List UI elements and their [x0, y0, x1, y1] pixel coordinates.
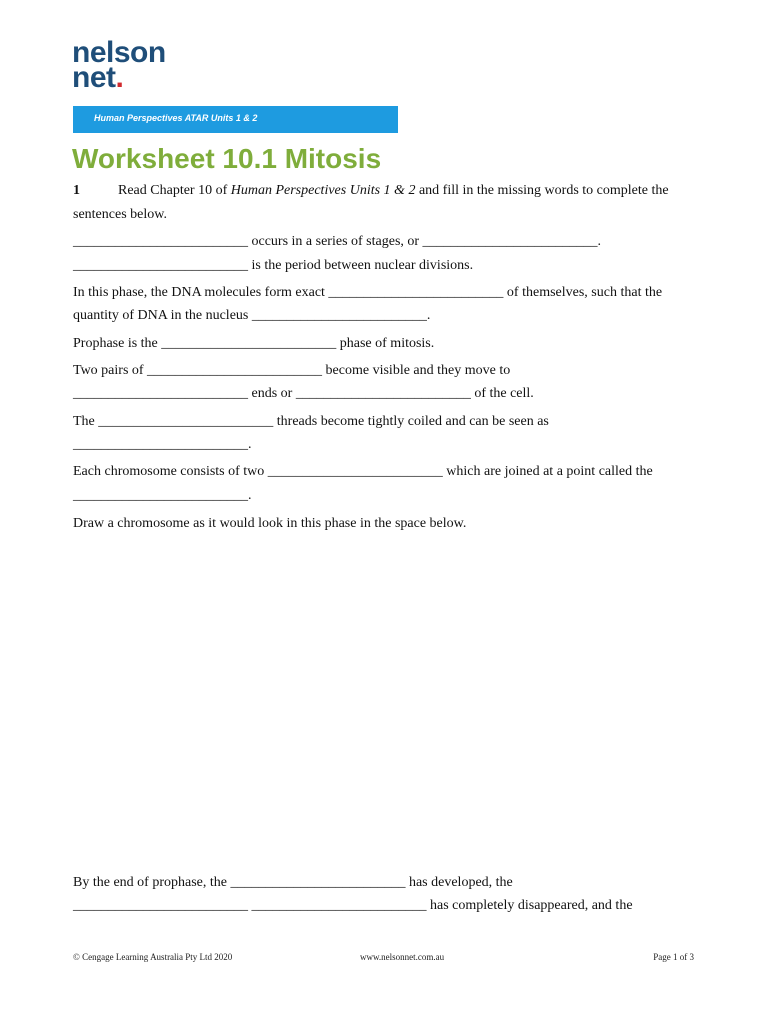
- question-text-b: and fill in the missing words to complete the: [415, 183, 669, 198]
- blank-line-3: In this phase, the DNA molecules form exact _________________________ of themselves, such that the: [73, 285, 663, 300]
- footer-website[interactable]: www.nelsonnet.com.au: [360, 952, 445, 962]
- question-number: 1: [73, 183, 80, 198]
- course-banner: [73, 106, 398, 133]
- blank-line-1: _________________________ occurs in a series of stages, or _________________________.: [73, 234, 602, 249]
- book-title: Human Perspectives Units 1 & 2: [230, 183, 416, 198]
- footer-page-number: Page 1 of 3: [653, 952, 694, 962]
- question-text-a: Read Chapter 10 of: [118, 183, 231, 198]
- blank-line-4: quantity of DNA in the nucleus _________________________.: [73, 308, 431, 323]
- page-title: Worksheet 10.1 Mitosis: [72, 143, 382, 174]
- blank-line-9: _________________________.: [73, 437, 252, 452]
- blank-line-11: _________________________.: [73, 488, 252, 503]
- blank-line-6: Two pairs of _________________________ become visible and they move to: [73, 363, 511, 378]
- blank-line-8: The _________________________ threads become tightly coiled and can be seen as: [73, 414, 549, 429]
- blank-line-14: _________________________ _________________________ has completely disappeared, and the: [73, 898, 633, 913]
- footer-copyright: © Cengage Learning Australia Pty Ltd 2020: [73, 952, 233, 962]
- draw-instruction: Draw a chromosome as it would look in this phase in the space below.: [73, 516, 467, 531]
- logo-dot: .: [115, 61, 124, 94]
- blank-line-2: _________________________ is the period between nuclear divisions.: [73, 258, 474, 273]
- blank-line-7: _________________________ ends or _________________________ of the cell.: [73, 386, 534, 401]
- blank-line-5: Prophase is the _________________________ phase of mitosis.: [73, 336, 435, 351]
- logo-line-1: nelson: [72, 36, 166, 69]
- question-line-2: sentences below.: [73, 207, 167, 222]
- nelson-net-logo: [72, 36, 192, 94]
- question-line-1: [73, 182, 669, 200]
- logo-line-2: net: [72, 61, 116, 94]
- blank-line-10: Each chromosome consists of two _________________________ which are joined at a point called the: [73, 464, 653, 479]
- banner-text: Human Perspectives ATAR Units 1 & 2: [94, 113, 258, 123]
- blank-line-13: By the end of prophase, the _________________________ has developed, the: [73, 875, 513, 890]
- drawing-area[interactable]: [73, 545, 693, 865]
